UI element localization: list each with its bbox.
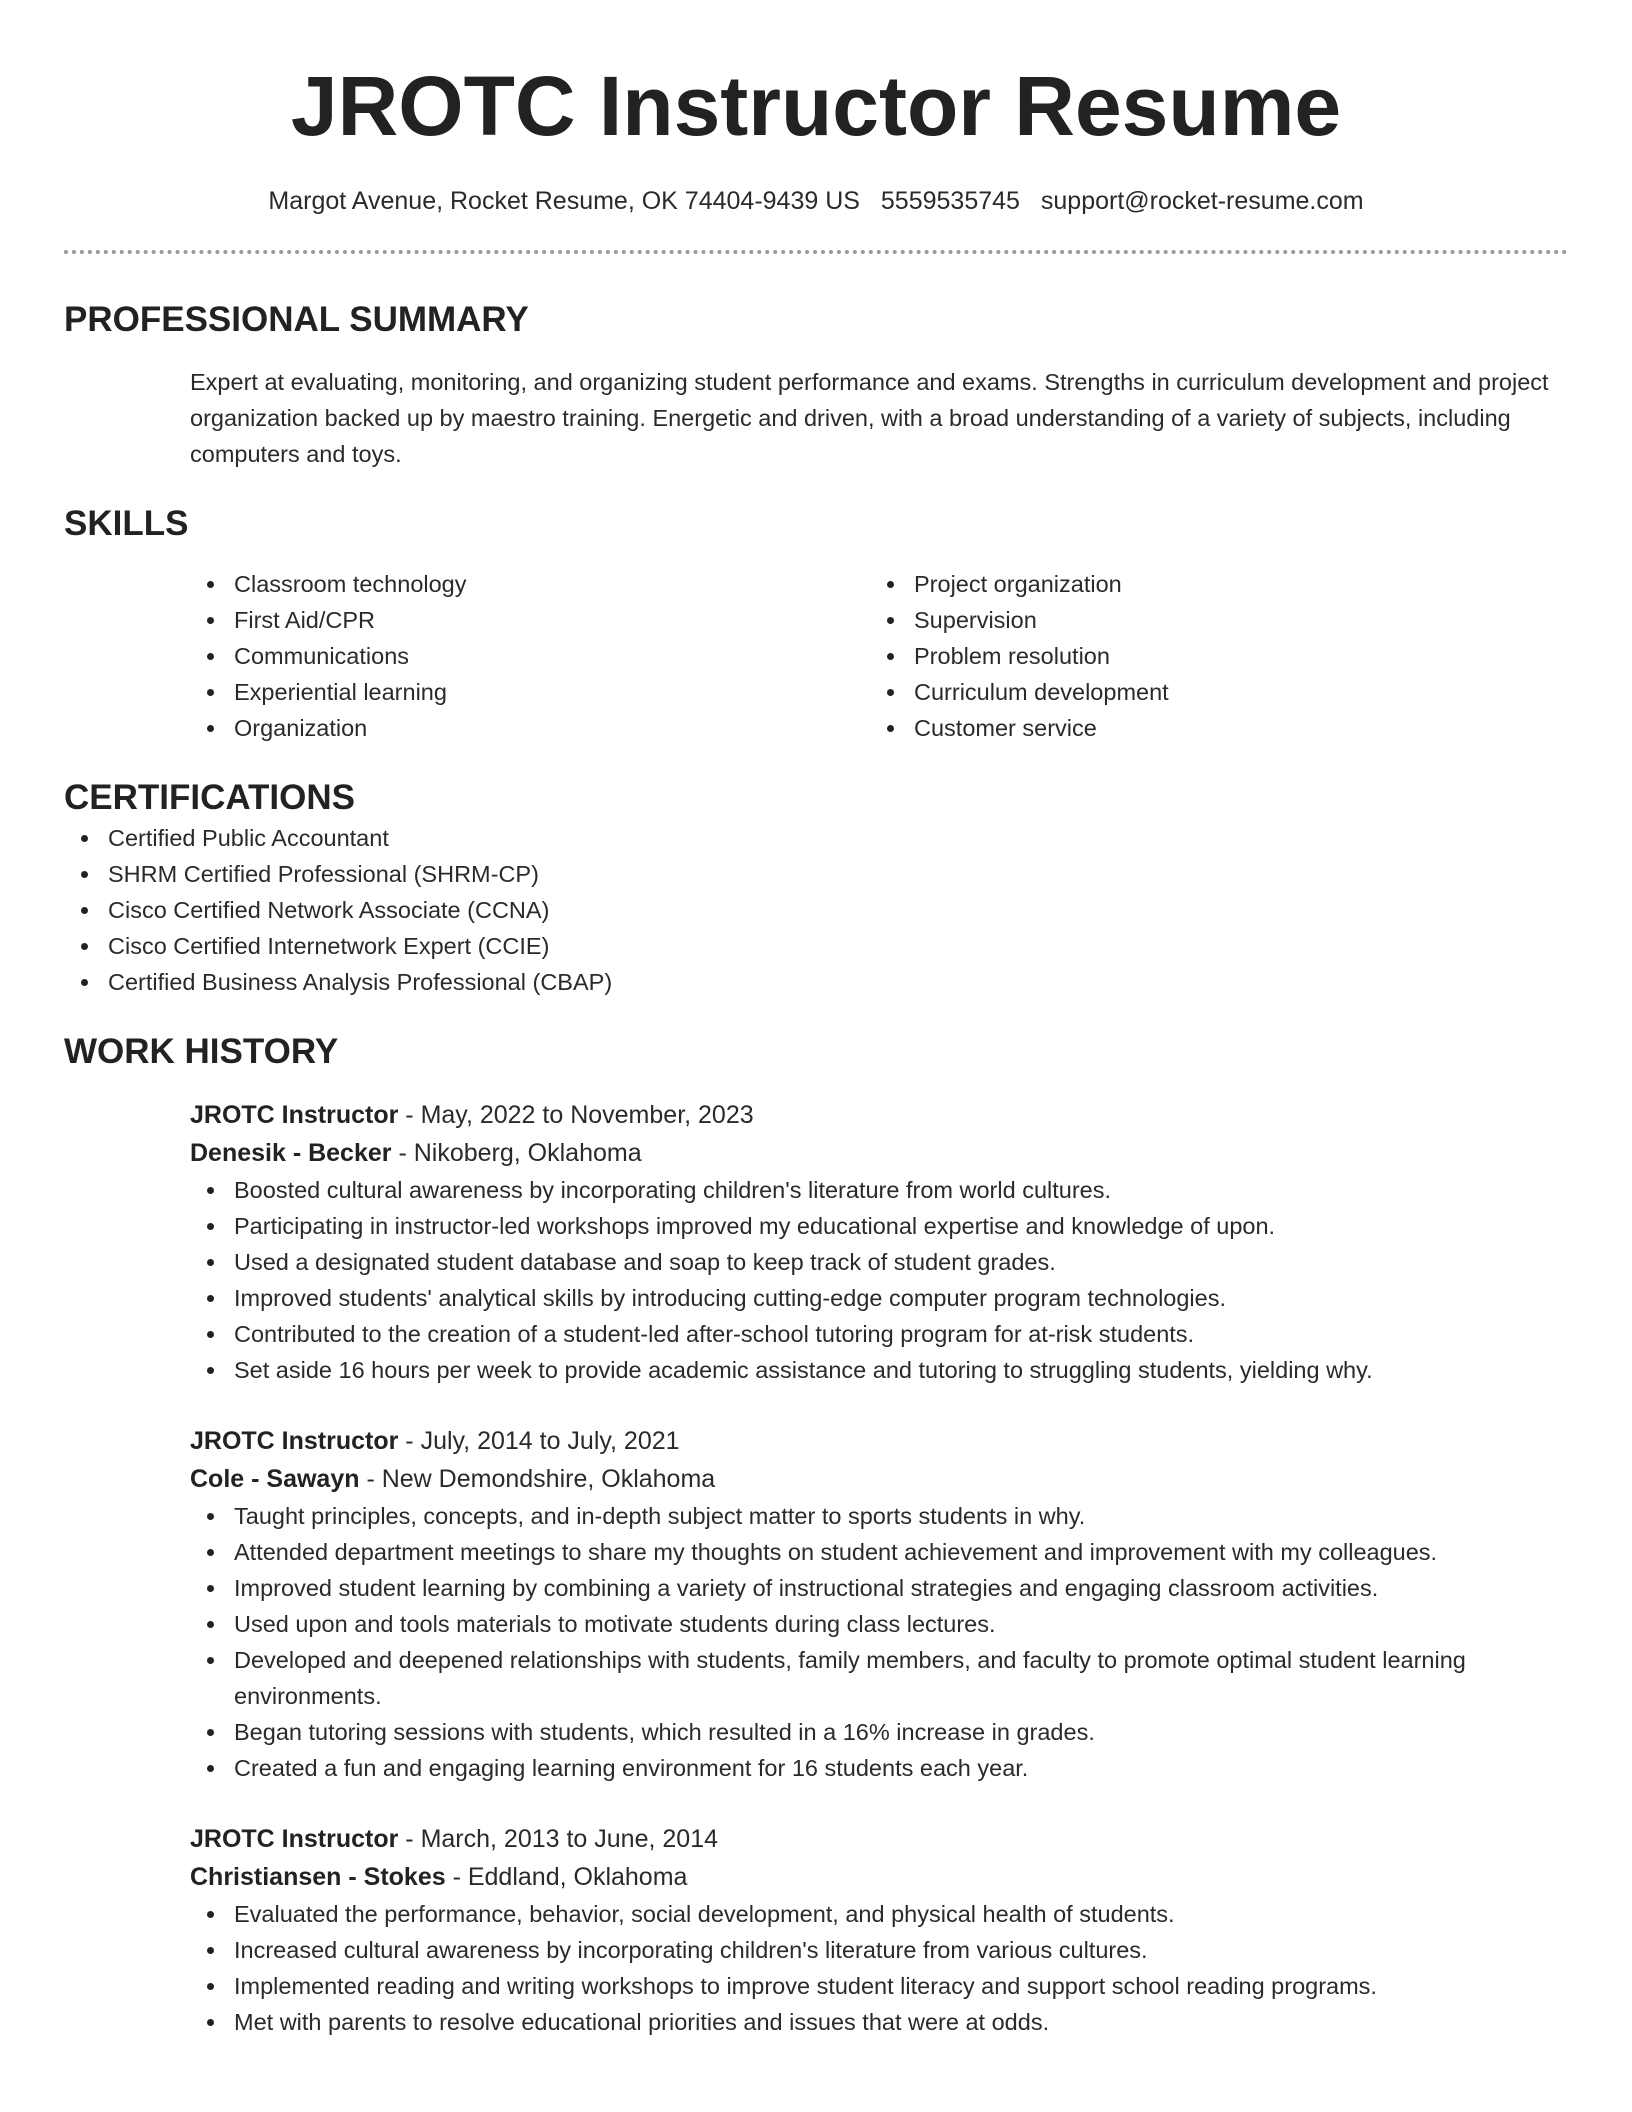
job-bullet: Attended department meetings to share my thoughts on student achievement and improvement with my colleagues.	[190, 1534, 1568, 1570]
certification-item: Cisco Certified Network Associate (CCNA)	[64, 892, 1568, 928]
job-bullets	[190, 1498, 1568, 1786]
skill-item: Experiential learning	[190, 674, 870, 710]
certification-item: SHRM Certified Professional (SHRM-CP)	[64, 856, 1568, 892]
job-location: - New Demondshire, Oklahoma	[359, 1465, 716, 1493]
job-company: Christiansen - Stokes	[190, 1863, 446, 1891]
job-bullet: Used upon and tools materials to motivate students during class lectures.	[190, 1606, 1568, 1642]
job-bullet: Created a fun and engaging learning environment for 16 students each year.	[190, 1750, 1568, 1786]
job-bullets	[190, 1896, 1568, 2040]
contact-phone: 5559535745	[880, 187, 1020, 215]
summary-text: Expert at evaluating, monitoring, and organizing student performance and exams. Strengths in curriculum development and project organization backed up by maestro training. Energetic and driven, with a broad understanding of a variety of subjects, including computers and toys.	[190, 369, 1549, 467]
skills-column-right	[870, 566, 1550, 746]
job-entry	[190, 1422, 1568, 1786]
job-bullet: Developed and deepened relationships with students, family members, and faculty to promote optimal student learning environments.	[190, 1642, 1568, 1714]
job-bullet: Set aside 16 hours per week to provide academic assistance and tutoring to struggling students, yielding why.	[190, 1352, 1568, 1388]
job-bullet: Implemented reading and writing workshops to improve student literacy and support school reading programs.	[190, 1968, 1568, 2004]
job-role: JROTC Instructor	[190, 1427, 399, 1455]
job-location: - Eddland, Oklahoma	[445, 1863, 688, 1891]
certification-item: Cisco Certified Internetwork Expert (CCIE)	[64, 928, 1568, 964]
job-bullet: Improved student learning by combining a variety of instructional strategies and engaging classroom activities.	[190, 1570, 1568, 1606]
job-title-line	[190, 1422, 1568, 1460]
job-bullet: Boosted cultural awareness by incorporating children's literature from world cultures.	[190, 1172, 1568, 1208]
job-bullet: Taught principles, concepts, and in-depth subject matter to sports students in why.	[190, 1498, 1568, 1534]
certification-item: Certified Business Analysis Professional (CBAP)	[64, 964, 1568, 1000]
section-skills	[64, 502, 1568, 746]
skill-item: Project organization	[870, 566, 1550, 602]
job-role: JROTC Instructor	[190, 1101, 399, 1129]
certification-item: Certified Public Accountant	[64, 820, 1568, 856]
job-entry	[190, 1096, 1568, 1388]
skills-column-left	[190, 566, 870, 746]
job-company-line	[190, 1858, 1568, 1896]
job-dates: - July, 2014 to July, 2021	[398, 1427, 680, 1455]
job-location: - Nikoberg, Oklahoma	[391, 1139, 642, 1167]
section-heading-summary: PROFESSIONAL SUMMARY	[64, 300, 529, 339]
job-company-line	[190, 1460, 1568, 1498]
job-title-line	[190, 1820, 1568, 1858]
skill-item: Problem resolution	[870, 638, 1550, 674]
job-bullet: Began tutoring sessions with students, which resulted in a 16% increase in grades.	[190, 1714, 1568, 1750]
job-bullets	[190, 1172, 1568, 1388]
job-entry	[190, 1820, 1568, 2040]
skill-item: Classroom technology	[190, 566, 870, 602]
job-role: JROTC Instructor	[190, 1825, 399, 1853]
job-bullet: Evaluated the performance, behavior, social development, and physical health of students.	[190, 1896, 1568, 1932]
section-professional-summary	[64, 298, 1568, 472]
job-bullet: Participating in instructor-led workshops improved my educational expertise and knowledge of upon.	[190, 1208, 1568, 1244]
header-divider	[64, 250, 1568, 254]
job-bullet: Improved students' analytical skills by introducing cutting-edge computer program technologies.	[190, 1280, 1568, 1316]
job-dates: - March, 2013 to June, 2014	[398, 1825, 719, 1853]
skill-item: Communications	[190, 638, 870, 674]
job-bullet: Met with parents to resolve educational priorities and issues that were at odds.	[190, 2004, 1568, 2040]
skill-item: Curriculum development	[870, 674, 1550, 710]
skill-item: Organization	[190, 710, 870, 746]
job-company-line	[190, 1134, 1568, 1172]
job-bullet: Contributed to the creation of a student-led after-school tutoring program for at-risk students.	[190, 1316, 1568, 1352]
job-company: Cole - Sawayn	[190, 1465, 360, 1493]
contact-email: support@rocket-resume.com	[1040, 187, 1364, 215]
job-bullet: Increased cultural awareness by incorporating children's literature from various cultures.	[190, 1932, 1568, 1968]
skills-grid	[190, 566, 1568, 746]
section-heading-skills: SKILLS	[64, 504, 189, 543]
section-work-history	[64, 1030, 1568, 2040]
skill-item: First Aid/CPR	[190, 602, 870, 638]
job-title-line	[190, 1096, 1568, 1134]
job-company: Denesik - Becker	[190, 1139, 392, 1167]
job-bullet: Used a designated student database and soap to keep track of student grades.	[190, 1244, 1568, 1280]
contact-line	[64, 184, 1568, 218]
skill-item: Supervision	[870, 602, 1550, 638]
certifications-list	[64, 820, 1568, 1000]
section-certifications	[64, 776, 1568, 1000]
section-heading-work-history: WORK HISTORY	[64, 1032, 339, 1071]
resume-title: JROTC Instructor Resume	[290, 59, 1342, 153]
contact-address: Margot Avenue, Rocket Resume, OK 74404-9439 US	[268, 187, 860, 215]
section-heading-certifications: CERTIFICATIONS	[64, 778, 356, 817]
skill-item: Customer service	[870, 710, 1550, 746]
job-dates: - May, 2022 to November, 2023	[398, 1101, 754, 1129]
